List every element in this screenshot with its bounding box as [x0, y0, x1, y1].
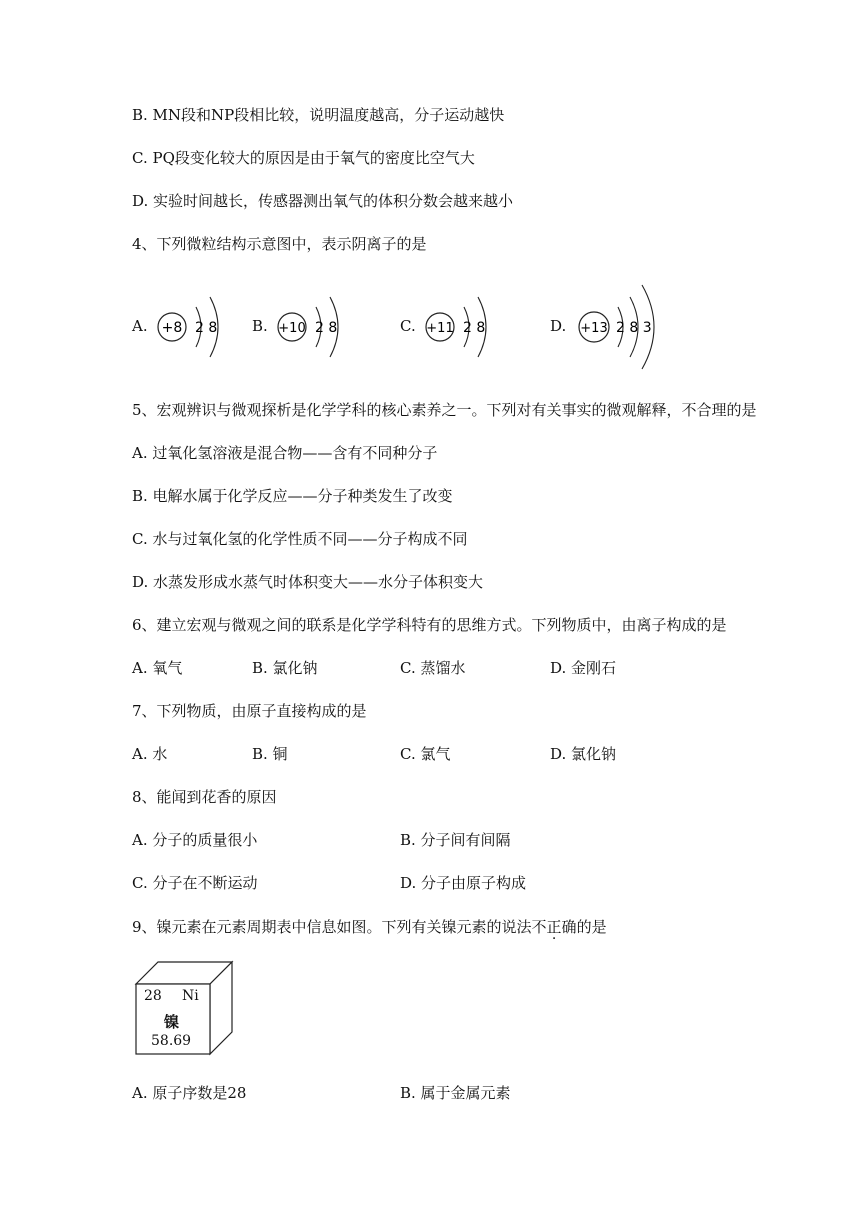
atom-a-shells: 2 8 [195, 320, 218, 336]
q3-option-d: D. 实验时间越长，传感器测出氧气的体积分数会越来越小 [132, 192, 514, 210]
q7-option-c: C. 氯气 [400, 745, 451, 763]
element-number: 28 [144, 988, 162, 1004]
q7-option-a: A. 水 [132, 745, 168, 763]
atom-c-svg [422, 285, 522, 375]
element-name: 镍 [164, 1013, 180, 1031]
q7-option-d: D. 氯化钠 [550, 745, 617, 763]
q6-option-c: C. 蒸馏水 [400, 659, 466, 677]
q6-option-a: A. 氧气 [132, 659, 183, 677]
element-tile [134, 960, 234, 1056]
atom-c-shells: 2 8 [463, 320, 486, 336]
q5-option-b: B. 电解水属于化学反应——分子种类发生了改变 [132, 487, 453, 505]
q5-stem: 5、宏观辨识与微观探析是化学学科的核心素养之一。下列对有关事实的微观解释，不合理的是 [132, 401, 757, 419]
q6-option-b: B. 氯化钠 [252, 659, 318, 677]
q3-option-b: B. MN段和NP段相比较，说明温度越高，分子运动越快 [132, 106, 505, 124]
q4-option-c-label: C. [400, 317, 416, 335]
q9-stem-post: 的是 [576, 918, 607, 936]
element-mass: 58.69 [151, 1033, 192, 1049]
q8-stem: 8、能闻到花香的原因 [132, 788, 277, 806]
q3-option-c: C. PQ段变化较大的原因是由于氧气的密度比空气大 [132, 149, 475, 167]
q9-option-b: B. 属于金属元素 [400, 1084, 511, 1102]
q4-stem: 4、下列微粒结构示意图中，表示阴离子的是 [132, 235, 427, 253]
q6-option-d: D. 金刚石 [550, 659, 617, 677]
q8-option-a: A. 分子的质量很小 [132, 831, 258, 849]
atom-d-svg [572, 279, 692, 375]
q8-option-c: C. 分子在不断运动 [132, 874, 258, 892]
atom-b-svg [274, 285, 374, 375]
atom-b-shells: 2 8 [315, 320, 338, 336]
atom-d-shells: 2 8 3 [616, 320, 652, 336]
q9-stem-pre: 9、镍元素在元素周期表中信息如图。下列有关镍元素的说法 [132, 918, 532, 936]
atom-c-nucleus: +11 [426, 321, 454, 336]
q5-option-d: D. 水蒸发形成水蒸气时体积变大——水分子体积变大 [132, 573, 484, 591]
q5-option-a: A. 过氧化氢溶液是混合物——含有不同种分子 [132, 444, 438, 462]
q8-option-b: B. 分子间有间隔 [400, 831, 511, 849]
atom-a-svg [154, 285, 254, 375]
q6-stem: 6、建立宏观与微观之间的联系是化学学科特有的思维方式。下列物质中，由离子构成的是 [132, 616, 727, 634]
q9-stem [132, 917, 607, 937]
atom-b-nucleus: +10 [278, 321, 306, 336]
q4-option-a-label: A. [132, 317, 148, 335]
q4-option-d-label: D. [550, 317, 567, 335]
atom-a-nucleus: +8 [161, 320, 183, 336]
q5-option-c: C. 水与过氧化氢的化学性质不同——分子构成不同 [132, 530, 468, 548]
q4-option-b-label: B. [252, 317, 268, 335]
atom-d-nucleus: +13 [580, 321, 608, 336]
element-symbol: Ni [182, 988, 199, 1004]
q9-option-a: A. 原子序数是28 [132, 1084, 247, 1102]
q9-stem-emphasis: 不正确 [531, 918, 577, 936]
q7-stem: 7、下列物质，由原子直接构成的是 [132, 702, 367, 720]
q7-option-b: B. 铜 [252, 745, 288, 763]
q8-option-d: D. 分子由原子构成 [400, 874, 527, 892]
